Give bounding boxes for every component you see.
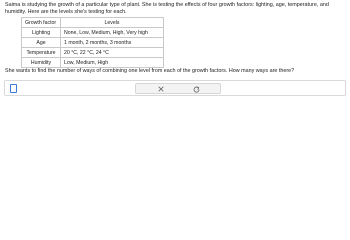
table-row: [22, 38, 164, 48]
factor-name: Age: [22, 38, 61, 48]
table-row: [22, 28, 164, 38]
factor-levels: 20 °C, 22 °C, 24 °C: [61, 48, 164, 58]
factor-name: Lighting: [22, 28, 61, 38]
factor-levels: None, Low, Medium, High, Very high: [61, 28, 164, 38]
reset-button[interactable]: [185, 84, 207, 94]
table-row: [22, 48, 164, 58]
reset-icon: [193, 86, 200, 93]
factor-levels: 1 month, 2 months, 3 months: [61, 38, 164, 48]
problem-question: She wants to find the number of ways of combining one level from each of the growth factors. How many ways are there?: [5, 68, 295, 74]
growth-factors-table: [21, 17, 164, 68]
header-growth-factor: Growth factor: [22, 18, 61, 28]
factor-levels: Low, Medium, High: [61, 58, 164, 68]
factor-name: Temperature: [22, 48, 61, 58]
x-icon: [158, 86, 164, 92]
header-levels: Levels: [61, 18, 164, 28]
clear-button[interactable]: [150, 84, 172, 94]
problem-intro: Saima is studying the growth of a particular type of plant. She is testing the effects of four growth factors: lighting, age, temperature, and humidity. Here are the levels she's testing for each.: [5, 2, 329, 15]
answer-input[interactable]: [10, 84, 17, 93]
answer-action-group: [135, 83, 221, 94]
table-row: [22, 58, 164, 68]
factor-name: Humidity: [22, 58, 61, 68]
answer-panel: [4, 80, 346, 96]
table-header-row: [22, 18, 164, 28]
